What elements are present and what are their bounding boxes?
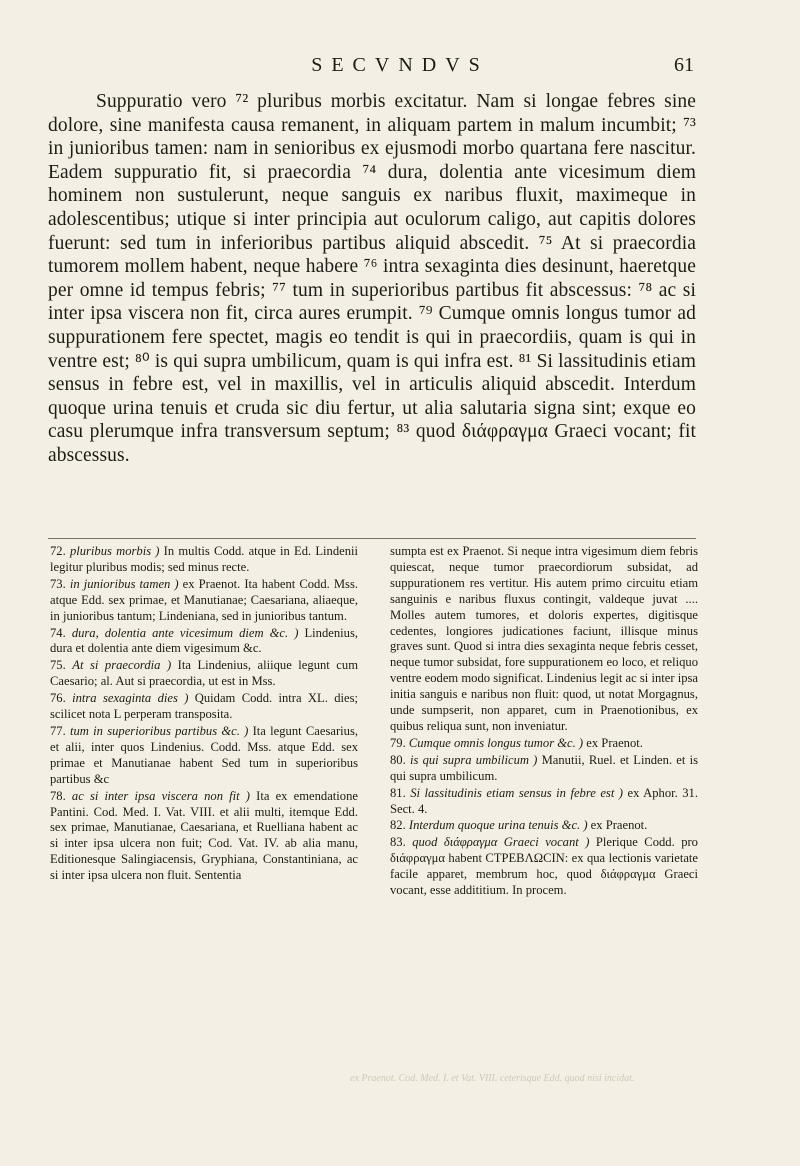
bleed-through-text: ex Praenot. Cod. Med. I. et Vat. VIII. ceterisque Edd. quod nisi incidat. (350, 1073, 635, 1084)
footnote: 83. quod διάφραγμα Graeci vocant ) Plerique Codd. pro διάφραγμα habent CTPEBΛΩCIN: ex qua lectionis varietate facile apparet, membrum hoc, quod διάφραγμα Graeci vocant, esse addititium. In procem. (390, 835, 698, 898)
footnotes (50, 544, 698, 900)
footnote: 82. Interdum quoque urina tenuis &c. ) ex Praenot. (390, 818, 648, 833)
main-paragraph: Suppuratio vero ⁷² pluribus morbis excitatur. Nam si longae febres sine dolore, sine manifesta causa remanent, in aliquam partem in malum incumbit; ⁷³ in junioribus tamen: nam in senioribus ex ejusmodi morbo quartana fere nascitur. Eadem suppuratio fit, si praecordia ⁷⁴ dura, dolentia ante vicesimum diem hominem non sustulerunt, neque sanguis ex naribus fluxit, maximeque in adolescentibus; utique si inter principia aut oculorum caligo, aut capitis dolores fuerunt: sed tum in inferioribus partibus aliquid abscedit. ⁷⁵ At si praecordia tumorem mollem habent, neque habere ⁷⁶ intra sexaginta dies desinunt, haeretque per omne id tempus febris; ⁷⁷ tum in superioribus partibus fit abscessus: ⁷⁸ ac si inter ipsa viscera non fit, circa aures erumpit. ⁷⁹ Cumque omnis longus tumor ad suppurationem fere spectet, magis eo tendit is qui in praecordiis, quam is qui in ventre est; ⁸⁰ is qui supra umbilicum, quam is qui infra est. ⁸¹ Si lassitudinis etiam sensus in febre est, vel in maxillis, vel in articulis aliquid abscedit. Interdum quoque urina tenuis et cruda sic diu fertur, ut alia salutaria signa sint; exque eo casu plerumque infra transversum septum; ⁸³ quod διάφραγμα Graeci vocant; fit abscessus. (48, 91, 696, 466)
footnote: 78. ac si inter ipsa viscera non fit ) Ita ex emendatione Pantini. Cod. Med. I. Vat. VIII. et alii multi, itemque Edd. sex primae, Manutianae, Caesariana, et Ruelliana habent ac si inter ipsa ulcera non fuit; Cod. Vat. IV. ab alia manu, Editionesque Salingiacensis, Gryphiana, Constantiniana, ac si inter ipsa ulcera non fluit. Sententia (50, 788, 358, 883)
main-text (48, 90, 696, 468)
footnote-continuation: sumpta est ex Praenot. Si neque intra vigesimum diem febris quiescat, neque tumor praecordiorum subsidat, ad suppurationem res vertitur. His autem primo circuitu etiam sanguinis e naribus fluxus contingit, valdeque juvat .... Molles autem tumores, et doloris expertes, digitisque cedentes, longiores judicationes faciunt, illisque minus graves sunt. Quod si intra dies sexaginta neque febris cesset, neque tumor subsidat, fore suppurationem eo loco, et reliquo ventre eodem modo significat. Lindenius legit ac si inter ipsa initia sanguis e naribus non fluit: quod, ut notat Morgagnus, unde sumpserit, non apparet, cum in Praenotionibus, ex quibus reliqua sunt, non inveniatur. (390, 544, 698, 733)
footnote: 77. tum in superioribus partibus &c. ) Ita legunt Caesarius, et alii, inter quos Lindenius. Codd. Mss. atque Edd. sex primae et Manutianae habent Sed tum in superioribus partibus &c (50, 723, 358, 786)
footnote: 74. dura, dolentia ante vicesimum diem &c. ) Lindenius, dura et dolentia ante diem vigesimum &c. (50, 625, 358, 656)
footnote: 79. Cumque omnis longus tumor &c. ) ex Praenot. (390, 735, 643, 750)
footnote: 80. is qui supra umbilicum ) Manutii, Ruel. et Linden. et is qui supra umbilicum. (390, 752, 699, 783)
footnote: 72. pluribus morbis ) In multis Codd. atque in Ed. Lindenii legitur pluribus modis; sed minus recte. (50, 544, 359, 574)
footnote: 76. intra sexaginta dies ) Quidam Codd. intra XL. dies; scilicet nota L perperam transposita. (50, 691, 359, 722)
footnotes-left-column (50, 544, 358, 900)
page-number: 61 (674, 54, 694, 76)
footnote: 81. Si lassitudinis etiam sensus in febre est ) ex Aphor. 31. Sect. 4. (390, 785, 698, 816)
running-head (100, 54, 700, 84)
running-title: SECVNDVS (311, 54, 489, 76)
footnotes-right-column (390, 544, 698, 900)
footnote-rule (48, 538, 696, 539)
footnote: 75. At si praecordia ) Ita Lindenius, aliique legunt cum Caesario; al. Aut si praecordia, ut est in Mss. (50, 658, 358, 689)
footnote: 73. in junioribus tamen ) ex Praenot. Ita habent Codd. Mss. atque Edd. sex primae, et Manutianae; Caesariana, aliaeque, in junioribus tantum; Lindeniana, sed in junioribus tantum. (50, 576, 358, 623)
